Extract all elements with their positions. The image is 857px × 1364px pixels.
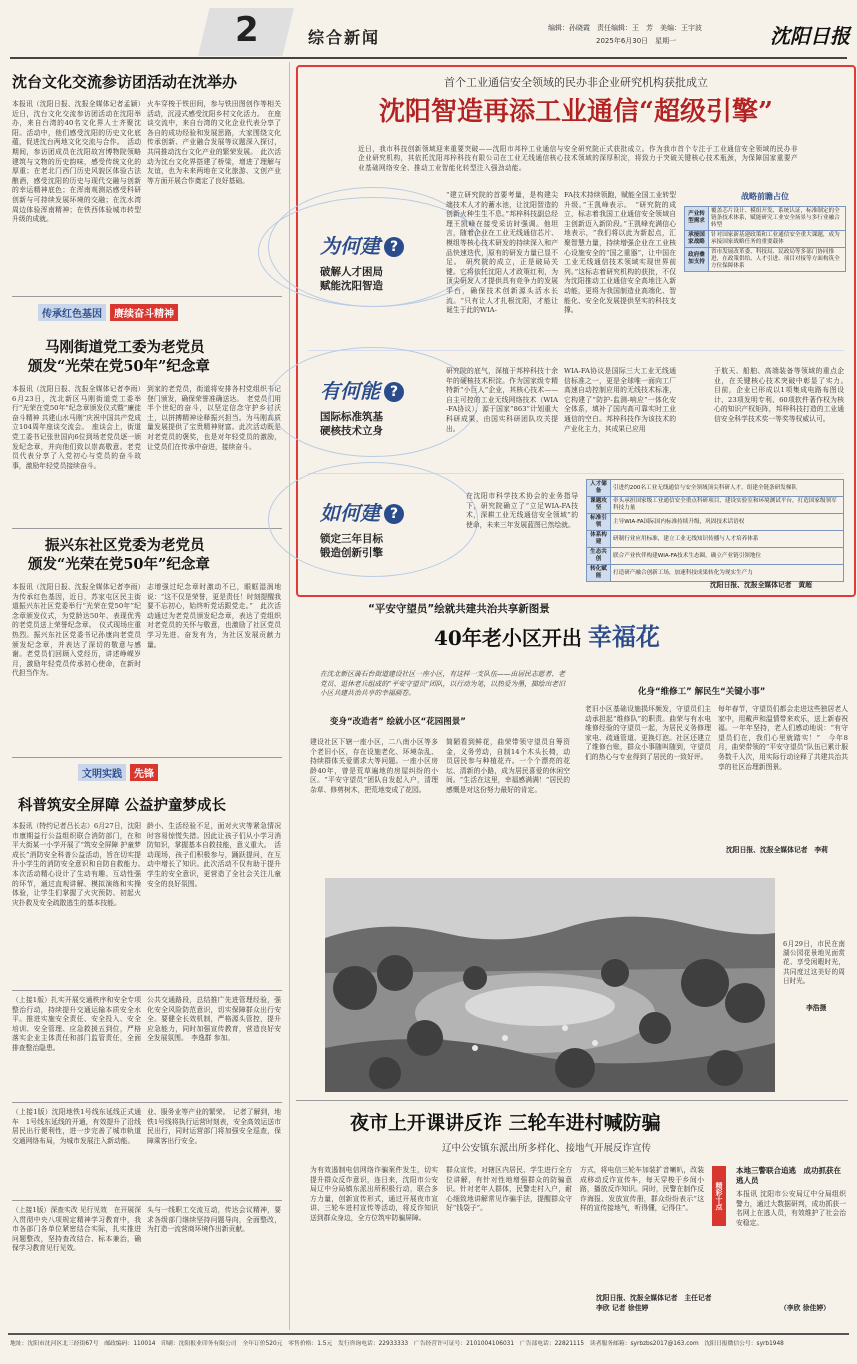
how-subtitle-line: 锁定三年目标 <box>320 533 383 545</box>
story-lead: 在沈北新区蒲石台街道建设社区一座小区，有这样一支队伍——由居民志愿者、老党员、退休老兵组成的“平安守望员”团队，以行动为笔，以热爱为墨，描绘出老旧小区共建共治共享的幸福画卷。 <box>320 670 565 698</box>
section-why <box>320 230 435 293</box>
can-body: 于航天、船舶、高端装备等领域的重点企业，在关键核心技术突破中彰显了实力。 目前，企业已形成以1项集成电路布图设计、23项发明专利、60项软件著作权为核心的知识产权矩阵，邦梓科技打造的工业通信安全科学技术奖一等奖等权威认可。 <box>714 367 851 423</box>
goal-key: 人才储备 <box>587 480 611 497</box>
footer-info: 地址：沈阳市沈河区北三经街67号 邮政编码：110014 印刷：沈阳报业印务有限公司 全年订价520元 零售价格：1.5元 发行咨询电话：22933333 广告经营许可证号：2101004106031 广告部电话：22821115 读者服务邮箱：syrbzbs2017@163.com 沈阳日报微信公号：syrb1948 <box>10 1341 784 1347</box>
divider <box>12 757 282 758</box>
bottom-body: 群众宣传，对辖区内居民、学生进行全方位讲解，有针对性地增强群众的防骗意识。针对老年人群体，民警走村入户，耐心细致地讲解常见诈骗手法，提醒群众守好“钱袋子”。 <box>446 1166 572 1213</box>
goal-row <box>587 548 844 565</box>
how-body: 在沈阳市科学技术协会的业务指导下，研究院确立了“立足WIA-FA技术，深耕工业无线通信安全领域”的使命，未来三年发展蓝图已然绘就。 <box>466 492 578 529</box>
bottom-body: 为有效遏制电信网络诈骗案件发生，切实提升群众反诈意识，连日来，沈阳市公安局辽中分局镇东派出所积极行动，联合多方力量，创新宣传形式，通过开展夜市宣讲、三轮车进村宣传等活动，将反诈知识送到群众身边，全方位筑牢防骗屏障。 <box>310 1166 438 1222</box>
strategy-table <box>684 191 846 272</box>
article-headline: 马刚街道党工委为老党员 <box>45 339 205 356</box>
why-heading <box>320 230 435 259</box>
goal-row <box>587 480 844 497</box>
article-headline: 科普筑安全屏障 公益护童梦成长 <box>18 797 227 814</box>
article-headline: 颁发“光荣在党50年”纪念章 <box>28 358 210 375</box>
article-body: 到家的老党员，街道将安排各村党组织书记登门颁发，确保荣誉准确送达。 老党员们用半个世纪的奋斗，以坚定信念守护乡村沃土，以拼搏精神诠释振兴担当。为马刚高质量发展提供了宝贵精神财富。此次活动既是对老党员的褒奖，也是对年轻党员的激励，让党员们在传承中奋进，接续奋斗。 <box>147 385 281 451</box>
article-body: 本报讯（沈阳日报、沈报全媒体记者孟颖）近日，沈台文化交流参访团活动在沈阳举办，来自台湾的40名文化界人士齐聚沈阳。活动中，他们感受沈阳的历史文化底蕴，促进沈台两地文化交流与合作。 活动期间，参访团成员在沈阳故宫博物院领略建筑与文物的历史韵味，感受传统文化的厚重；在老北门西门历史风貌区体验古法酿酒，感受沈阳的历史与现代交融与创新的幸运精神底色；在浑南观测站感受科研创新与可持续发展环境的交融；在沈水湾周边体验浑南精神；在铁西体验城市转型升级的成就。 <box>12 100 141 224</box>
feature-box <box>296 65 856 597</box>
article-body: 本报讯（沈阳日报、沈报全媒体记者李雨）为传承红色基因，近日，苏家屯区民主街道振兴东社区党委举行“光荣在党50年”纪念章颁发仪式，为党龄达50年、表现优秀的老党员送上荣誉纪念章。 仪式现场庄重热烈。振兴东社区党委书记孙康向老党员颁发纪念章，并表达了深切的敬意与感谢。老党员们回顾入党经历，讲述峥嵘岁月，激励年轻党员传承初心使命，在新时代担当作为。 <box>12 583 141 678</box>
can-heading <box>320 375 435 404</box>
story-body: 每年春节，守望员们都会走进这些独居老人家中，用戴声和温情带来欢乐，送上新春祝福。一年年坚持，老人们感动地说：“有守望员们在，我们心里就踏实！” 今年8月，曲荣带领的“平安守望员”队伍已累计服务数千人次，用实际行动诠释了共建共治共享的社区治理新图景。 <box>718 705 848 771</box>
photo-credit: 李浩摄 <box>806 1004 827 1012</box>
story-subhead: 化身“维修工” 解民生“关键小事” <box>638 687 766 697</box>
strategy-table-title: 战略前瞻占位 <box>741 192 789 201</box>
can-body: 研究院的底气，深植于邦梓科技十余年的硬核技术积淀。作为国家级专精特新“小巨人”企业，其核心技术——自主可控的工业无线网络技术（WIA-FA协议），源于国家“863”计划重大科研成果，由国实科研团队攻关提出。 <box>446 367 558 433</box>
goal-row <box>587 497 844 514</box>
strategy-key: 政府叠加支持 <box>685 247 709 271</box>
article-body: 志增强过纪念章时激动不已，眼眶湿润地说：“这不仅是荣誉，更是责任！时刻提醒我要不忘初心，始终听党话跟党走。” 此次活动通过为老党员颁发纪念章，表达了党组织对老党员的关怀与敬意，也激励了社区党员学习先进、奋发有为，为社区发展贡献力量。 <box>147 583 281 649</box>
strategy-table-body <box>684 206 846 272</box>
goal-value: 引进约200名工业无线通信与安全领域顶尖科研人才，组建全链条研发梯队 <box>611 480 844 497</box>
goal-row <box>587 565 844 582</box>
goal-row <box>587 531 844 548</box>
story-headline-main: 40年老小区开出 <box>434 626 582 650</box>
goal-key: 转化赋能 <box>587 565 611 582</box>
editor-credits: 编辑：孙晓霞 责任编辑：王 芳 美编：王宇波 <box>548 24 702 32</box>
article-body: 业、服务业等产业的繁荣。 记者了解到，地铁1号线将执行运营时刻表，安全高效运送市民出行，同时运营部门将加强安全巡查，保障乘客出行安全。 <box>147 1108 281 1145</box>
article-body: 头与一线职工交流互动，传达会议精神，要求各级部门继续坚持问题导向，全面整改，为打造一流营商环境作出新贡献。 <box>147 1206 281 1234</box>
header-rule <box>10 57 847 59</box>
divider <box>308 350 844 351</box>
story-headline <box>434 620 660 655</box>
story-byline: 沈阳日报、沈报全媒体记者 李莉 <box>726 846 828 854</box>
strategy-row <box>685 247 846 271</box>
goal-value: 研制行业应用标准，建立工业无线知识传播与人才培养体系 <box>611 531 844 548</box>
goal-value: 牵头承担国家级工业通信安全重点科研项目，建设实验室和环境测试平台，打造国家级领军科技力量 <box>611 497 844 514</box>
article-body: （上接1版）深查实改 见行见效 在开展深入贯彻中央八项规定精神学习教育中，我市各部门各单位紧密结合实际，扎实推进问题整改，坚持查改结合、标本兼治，确保学习教育见行见效。 <box>12 1206 141 1253</box>
column-tag <box>38 304 178 321</box>
strategy-row <box>685 230 846 247</box>
article-body: 公共交通路段，总结推广先进管理经验，强化安全风险防范意识，切实保障群众出行安全。要健全长效机制，严格源头管控，提升应急能力，同时加强宣传教育，营造良好安全发展氛围。 李逸群 参加。 <box>147 996 281 1043</box>
why-body: “建立研究院的首要考量，是构建尖端技术人才的蓄水池，让沈阳智造的创新火种生生不息。”邦梓科技副总经理王凯峰在接受采访时强调。他坦言，随着企业在工业无线通信芯片、模组等核心技术研发的持续深入和产品快速迭代，原有的研发力量已显不足。 研究院的成立，正是破局关键。它将依托沈阳人才政策红利，为顶尖研发人才提供具有竞争力的发展平台，确保技术创新源头活水长流。“只有让人才扎根沈阳，才能让诞生于此的WIA- <box>446 191 558 315</box>
can-subtitle <box>320 410 435 438</box>
strategy-value: 省市发展改革委、科技局、民政局等多部门协同推进，在政策供给、人才引进、项目对接等方面构筑全方位保障体系 <box>709 247 846 271</box>
goals-table <box>586 479 844 582</box>
section-how <box>320 497 435 560</box>
tag-label: 文明实践 <box>78 764 126 781</box>
park-photo <box>325 878 775 1092</box>
question-icon: ? <box>384 504 404 524</box>
article-body: 火车穿梭于铁田间，参与铁田图创作等相关活动，沉浸式感受沈阳乡村文化活力。 在座谈交流中，来自台湾的文化企业代表分享了各自的成功经验和发展思路，大家围绕文化传承创新、产业融合发展等议题深入探讨，共同推动沈台文化产业的繁荣发展。 此次活动为沈台文化界搭建了桥梁，增进了理解与友谊，也为未来两地在文化旅游、文创产业等方面开展合作奠定了良好基础。 <box>147 100 281 185</box>
page-number: 2 <box>235 10 259 50</box>
side-tag: 精彩十点 <box>712 1166 726 1226</box>
side-headline: 本地三警联合追逃 成功抓获在逃人员 <box>736 1166 841 1185</box>
goal-key: 标准引领 <box>587 514 611 531</box>
goal-value: 主导WIA-FA国际国内标准持续升级，巩固技术话语权 <box>611 514 844 531</box>
feature-lead: 近日，我市科技创新领域迎来重要突破——沈阳市邦梓工业通信与安全研究院正式获批成立。作为我市首个专注于工业通信安全领域的民办非企业研究机构，其依托沈阳邦梓科技有限公司在工业无线通信核心技术领域的深厚积淀，将致力于突破关键核心技术瓶颈，为保障国家重要产业基础网络安全、推动工业智能化转型注入强劲动能。 <box>358 145 798 172</box>
can-title: 有何能 <box>320 379 380 403</box>
issue-date: 2025年6月30日 星期一 <box>596 37 677 45</box>
article-headline: 振兴东社区党委为老党员 <box>45 537 205 554</box>
strategy-key: 产业转型需求 <box>685 206 709 230</box>
goal-value: 联合产业伙伴构建WIA-FA技术生态圈，确立产业链引领地位 <box>611 548 844 565</box>
can-subtitle-line: 硬核技术立身 <box>320 425 383 437</box>
divider <box>12 990 282 991</box>
goal-key: 体系构建 <box>587 531 611 548</box>
goal-key: 生态共创 <box>587 548 611 565</box>
feature-kicker: 首个工业通信安全领域的民办非企业研究机构获批成立 <box>444 76 708 89</box>
why-subtitle-line: 破解人才困局 <box>320 266 383 278</box>
can-subtitle-line: 国际标准筑基 <box>320 411 383 423</box>
article-body: （上接1版）扎实开展交通秩序和安全专项整治行动，持续提升交通运输本质安全水平。推进实施安全责任、安全投入、安全培训、安全管理、应急救援五到位，严格落实企业主体责任和部门监管责任，全面排查整治隐患。 <box>12 996 141 1052</box>
feature-byline: 沈阳日报、沈报全媒体记者 黄超 <box>710 581 812 589</box>
article-body: 本报讯（特约记者吕长志）6月27日，沈阳市康期益行公益组织联合消防部门，在和平大街某一小学开展了“筑安全屏障 护童梦成长”消防安全科普公益活动，旨在切实提升小学生的消防安全意识和自防自救能力。 本次活动精心设计了生动有趣、互动性强的环节，通过直观讲解、模拟演练和实操体验，让学生们掌握了火灾预防、初起火灾扑救及安全疏散逃生的基本技能。 <box>12 822 148 907</box>
article-body: 本报讯（沈阳日报、沈报全媒体记者李雨）6月23日，沈北新区马刚街道党工委举行“光荣在党50年”纪念章颁发仪式暨“廉徒奋斗精神 共建山水马刚”庆祝中国共产党成立104周年座谈交流会。 座谈会上，街道党工委书记张世国向6位到场老党员逐一颁发纪念章，并向他们致以崇高敬意。老党员代表分享了入党初心与党员的奋斗故事，激励年轻党员接续奋斗。 <box>12 385 141 470</box>
divider <box>12 1102 282 1103</box>
strategy-row <box>685 206 846 230</box>
story-body: 老旧小区基础设施损坏频发，守望员们主动承担起“维修队”的职责。曲荣与有水电维修经验的守望员一起，为居民义务修理家电、疏通管道、更换灯泡。社区还建立了维修台账，群众小事随叫随到，守望员们的热心与专业得到了居民的一致好评。 <box>585 705 711 761</box>
goal-value: 打造研产融合创新工场，加速科技成果转化为现实生产力 <box>611 565 844 582</box>
newspaper-logo: 沈阳日报 <box>770 24 850 48</box>
why-title: 为何建 <box>320 234 380 258</box>
story-body: 建设社区下辖一座小区，二八南小区等多个老旧小区，存在设施老化、环境杂乱、持续群体关爱需求大等问题。一座小区房龄40年，曾是荒草遍地的房屋纠纷的小区。“平安守望员”团队自发起入户，清理杂草、修剪树木，把荒地变成了花园。 <box>310 738 438 794</box>
park-photo-image <box>325 878 775 1092</box>
question-icon: ? <box>384 237 404 257</box>
goal-key: 课题攻坚 <box>587 497 611 514</box>
divider <box>12 528 282 529</box>
tag-label: 传承红色基因 <box>38 304 106 321</box>
divider <box>296 1100 848 1101</box>
strategy-value: 针对国家新基建政策和工业通信安全重大课题，成为承接国家战略任务的重要载体 <box>709 230 846 247</box>
bottom-subhead: 辽中公安镇东派出所多样化、接地气开展反诈宣传 <box>442 1143 652 1154</box>
question-icon: ? <box>384 382 404 402</box>
bottom-body: 方式，将电信三轮车加装扩音喇叭，改装成移动反诈宣传车，每天穿梭于乡间小路，播放反诈知识。同时，民警在制作反诈海报、发放宣传册，群众纷纷表示“这样的宣传接地气，听得懂，记得住”。 <box>580 1166 704 1213</box>
strategy-key: 承接国家战略 <box>685 230 709 247</box>
footer-rule <box>8 1333 849 1335</box>
tag-label: 先锋 <box>130 764 158 781</box>
can-body: WIA-FA协议是国际三大工业无线通信标准之一，更是全球唯一面向工厂高速自动控制应用的无线技术标准，它构建了“防护-监测-响应”一体化安全体系，填补了国内高可靠实时工业通信的空白。邦梓科技作为该技术的产业化主力，其成果已应用 <box>564 367 676 433</box>
divider <box>12 1200 282 1201</box>
how-subtitle-line: 锻造创新引擎 <box>320 547 383 559</box>
side-byline: （李欣 徐佳婷） <box>780 1304 830 1312</box>
story-subhead: 变身“改造者” 绘就小区“花园图景” <box>330 717 466 727</box>
article-body: 龄小、生活经验不足，面对火灾等紧急情况时容易惊慌失措。因此让孩子们从小学习消防知识，掌握基本自救技能，意义重大。 活动现场，孩子们积极参与，踊跃提问，在互动中增长了知识。此次活动不仅有助于提升学生的安全意识，更营造了全社会关注儿童安全的良好氛围。 <box>147 822 281 888</box>
column-divider <box>289 62 290 1330</box>
divider <box>308 473 844 474</box>
bottom-byline: 沈阳日报、沈报全媒体记者 主任记者 李欣 记者 徐佳婷 <box>596 1294 712 1312</box>
photo-caption: 6月29日，市民在南湖公园花景地见面赏花、享受闲暇时光，共同度过这美好的周日时光。 <box>783 940 845 985</box>
goal-row <box>587 514 844 531</box>
story-kicker: “平安守望员”绘就共建共治共享新图景 <box>368 603 550 615</box>
how-title: 如何建 <box>320 501 380 525</box>
how-subtitle <box>320 532 435 560</box>
article-body: （上接1版）沈阳地铁1号线东延线正式通车 1号线东延线的开通，有效提升了沿线居民出行便利性，进一步完善了城市轨道交通网络布局，为城市发展注入新动能。 <box>12 1108 141 1145</box>
why-subtitle <box>320 265 435 293</box>
how-heading <box>320 497 435 526</box>
strategy-value: 覆盖芯片设计、模组开发、系统认证，标准制定的全链条技术体系，赋能研究工业安全场景与多行业融合转型 <box>709 206 846 230</box>
why-body: FA技术持续领跑，赋能全国工业转型升级。”王凯峰表示。 “研究院的成立，标志着我国工业通信安全领域自主创新迈入新阶段。”王凯峰充满信心地表示，“我们将以此为新起点，汇聚智慧力量，持续增强企业在工业核心设施安全的“国之重器”，让中国在工业无线通信技术领域实现世界前列。”这标志着研究机构的获批，不仅为沈阳推动工业通信安全高地注入新动能，更将为我国制造业高端化、智能化、安全化发展提供坚实的科技支撑。 <box>564 191 676 315</box>
story-body: 简陋看到鲜花，曲荣带领守望员自筹资金，义务劳动，自制14个木头长椅，动员居民参与种植花卉。一个个漂亮的花坛、清新的小路，成为居民喜爱的休闲空间。“生活在这里，幸福感满满！”居民的感慨是对这份努力最好的肯定。 <box>446 738 570 794</box>
goals-table-body <box>586 479 844 582</box>
article-headline: 颁发“光荣在党50年”纪念章 <box>28 556 210 573</box>
column-tag <box>78 764 158 781</box>
side-body: 本报讯 沈阳市公安局辽中分局组织警力，通过大数据研判，成功抓获一名网上在逃人员，有效维护了社会治安稳定。 <box>736 1190 846 1227</box>
bottom-headline: 夜市上开课讲反诈 三轮车进村喊防骗 <box>350 1112 661 1134</box>
section-title: 综合新闻 <box>308 28 381 47</box>
feature-headline: 沈阳智造再添工业通信“超级引擎” <box>379 97 773 127</box>
section-can <box>320 375 435 438</box>
tag-label: 赓续奋斗精神 <box>110 304 178 321</box>
article-headline: 沈台文化交流参访团活动在沈举办 <box>12 73 238 91</box>
story-headline-accent: 幸福花 <box>587 622 660 651</box>
why-subtitle-line: 赋能沈阳智造 <box>320 280 383 292</box>
divider <box>12 296 282 297</box>
